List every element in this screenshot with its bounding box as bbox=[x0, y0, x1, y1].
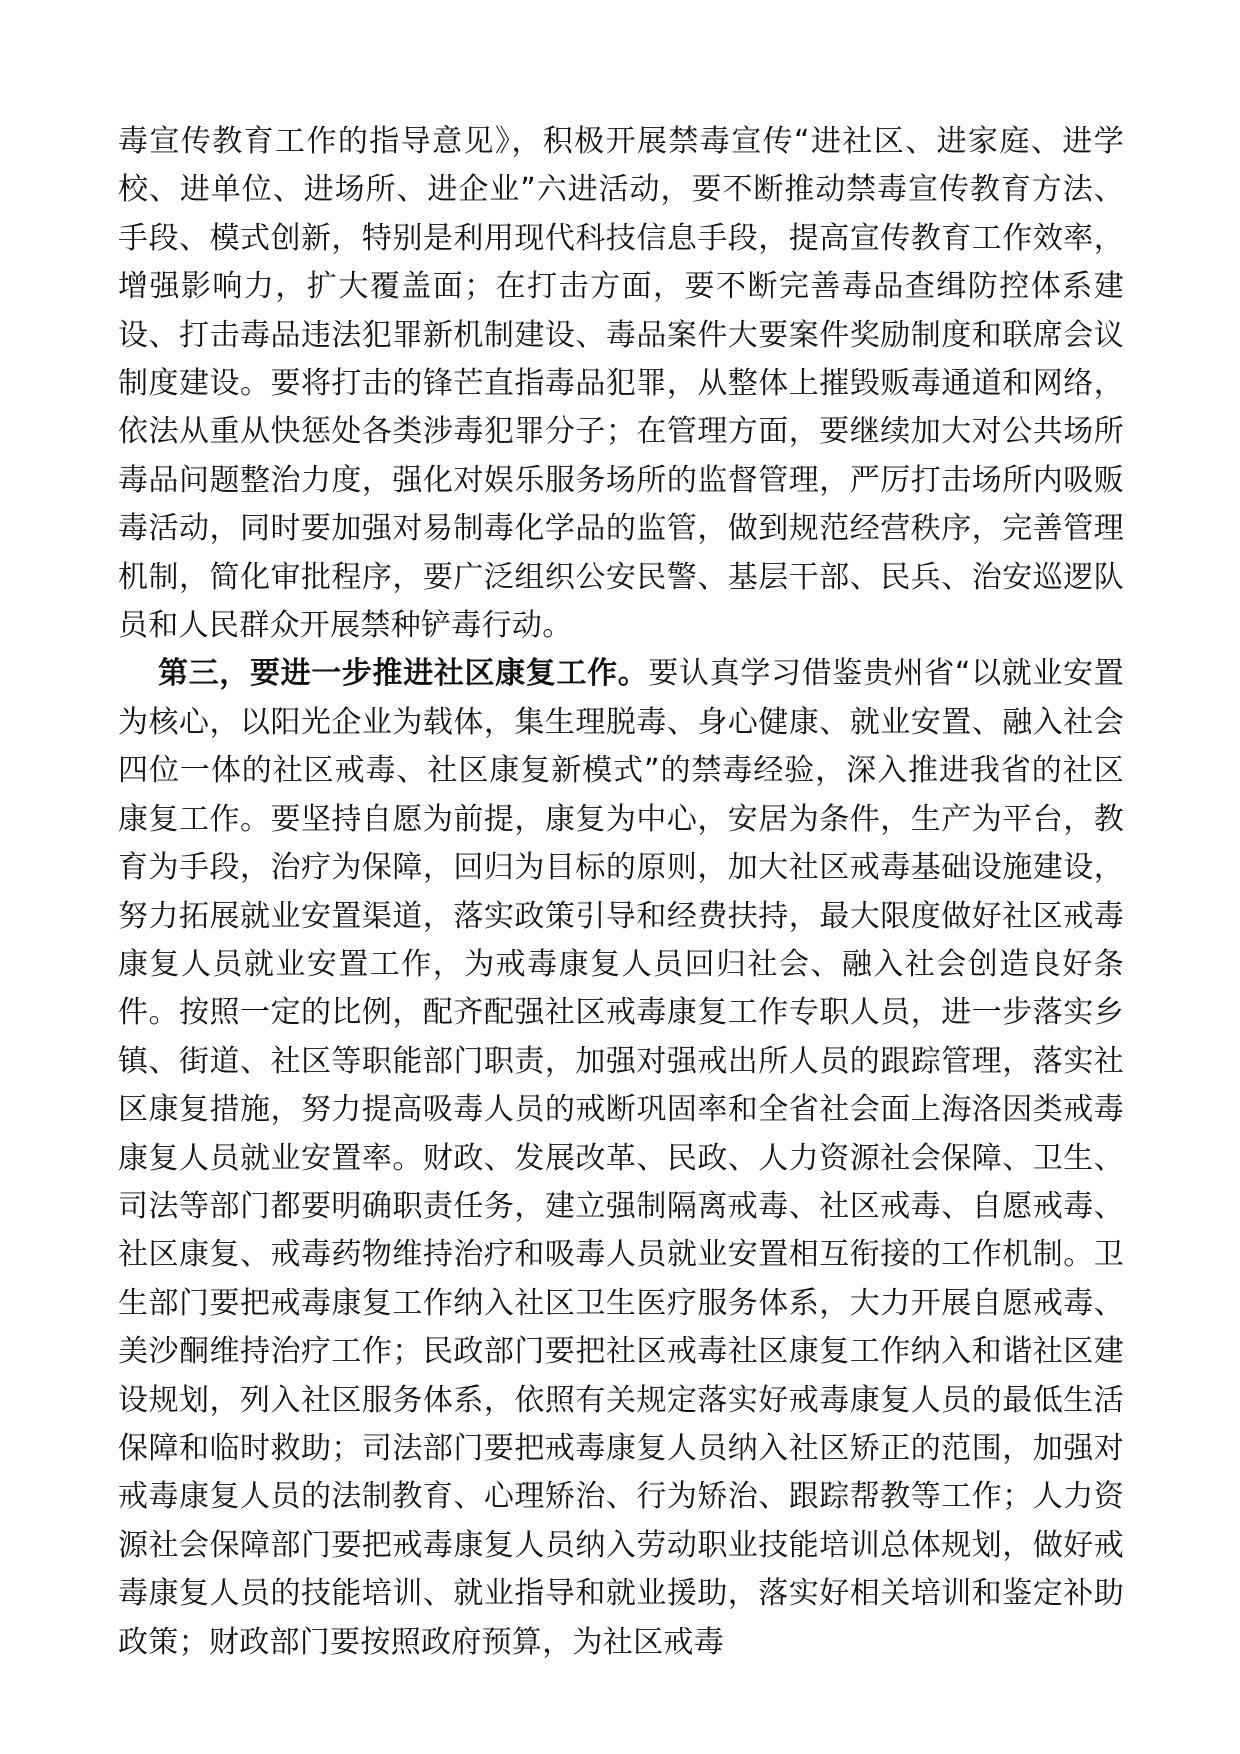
paragraph-2 bbox=[118, 650, 1124, 1667]
paragraph-2-body: 要认真学习借鉴贵州省“以就业安置为核心，以阳光企业为载体，集生理脱毒、身心健康、就业安置、融入社会四位一体的社区戒毒、社区康复新模式”的禁毒经验，深入推进我省的社区康复工作。要坚持自愿为前提，康复为中心，安居为条件，生产为平台，教育为手段，治疗为保障，回归为目标的原则，加大社区戒毒基础设施建设，努力拓展就业安置渠道，落实政策引导和经费扶持，最大限度做好社区戒毒康复人员就业安置工作，为戒毒康复人员回归社会、融入社会创造良好条件。按照一定的比例，配齐配强社区戒毒康复工作专职人员，进一步落实乡镇、街道、社区等职能部门职责，加强对强戒出所人员的跟踪管理，落实社区康复措施，努力提高吸毒人员的戒断巩固率和全省社会面上海洛因类戒毒康复人员就业安置率。财政、发展改革、民政、人力资源社会保障、卫生、司法等部门都要明确职责任务，建立强制隔离戒毒、社区戒毒、自愿戒毒、社区康复、戒毒药物维持治疗和吸毒人员就业安置相互衔接的工作机制。卫生部门要把戒毒康复工作纳入社区卫生医疗服务体系，大力开展自愿戒毒、美沙酮维持治疗工作；民政部门要把社区戒毒社区康复工作纳入和谐社区建设规划，列入社区服务体系，依照有关规定落实好戒毒康复人员的最低生活保障和临时救助；司法部门要把戒毒康复人员纳入社区矫正的范围，加强对戒毒康复人员的法制教育、心理矫治、行为矫治、跟踪帮教等工作；人力资源社会保障部门要把戒毒康复人员纳入劳动职业技能培训总体规划，做好戒毒康复人员的技能培训、就业指导和就业援助，落实好相关培训和鉴定补助政策；财政部门要按照政府预算，为社区戒毒 bbox=[118, 656, 1124, 1660]
document-page bbox=[118, 118, 1124, 1667]
paragraph-1: 毒宣传教育工作的指导意见》，积极开展禁毒宣传“进社区、进家庭、进学校、进单位、进场所、进企业”六进活动，要不断推动禁毒宣传教育方法、手段、模式创新，特别是利用现代科技信息手段，提高宣传教育工作效率，增强影响力，扩大覆盖面；在打击方面，要不断完善毒品查缉防控体系建设、打击毒品违法犯罪新机制建设、毒品案件大要案件奖励制度和联席会议制度建设。要将打击的锋芒直指毒品犯罪，从整体上摧毁贩毒通道和网络，依法从重从快惩处各类涉毒犯罪分子；在管理方面，要继续加大对公共场所毒品问题整治力度，强化对娱乐服务场所的监督管理，严厉打击场所内吸贩毒活动，同时要加强对易制毒化学品的监管，做到规范经营秩序，完善管理机制，简化审批程序，要广泛组织公安民警、基层干部、民兵、治安巡逻队员和人民群众开展禁种铲毒行动。 bbox=[118, 124, 1124, 644]
paragraph-2-lead: 第三，要进一步推进社区康复工作。 bbox=[158, 656, 649, 692]
